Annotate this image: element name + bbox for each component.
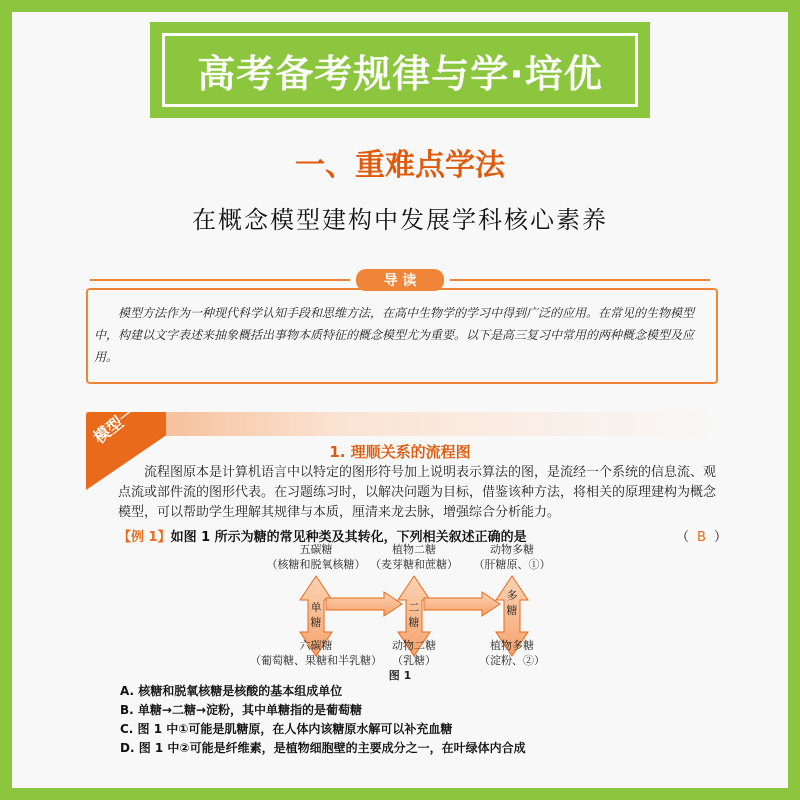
node-sub: （麦芽糖和蔗糖） — [370, 558, 458, 571]
node-title: 五碳糖 — [299, 543, 333, 556]
header-banner — [150, 22, 650, 118]
node-title: 植物二糖 — [392, 543, 436, 556]
node-bottom-animal-disaccharide — [364, 638, 464, 668]
node-sub: （葡萄糖、果糖和半乳糖） — [250, 654, 382, 667]
model-header-bar — [86, 412, 718, 436]
horizontal-arrow-1 — [326, 592, 402, 616]
node-title: 植物多糖 — [490, 639, 534, 652]
model-text: 流程图原本是计算机语言中以特定的图形符号加上说明表示算法的图，是流经一个系统的信息流、观点流或部件流的图形代表。在习题练习时，以解决问题为目标，借鉴该种方法，将相关的原理建构为概念模型，可以帮助学生理解其规律与本质，厘清来龙去脉，增强综合分析能力。 — [118, 465, 717, 520]
figure-caption: 图 1 — [388, 669, 412, 682]
node-bottom-plant-polysaccharide — [462, 638, 562, 668]
model-tag-label: 模型一 — [89, 402, 140, 448]
guide-tab-line-left — [90, 279, 350, 281]
node-top-animal-polysaccharide — [452, 542, 572, 572]
section-title: 一、重难点学法 — [295, 148, 505, 183]
answer-options — [120, 682, 720, 758]
guide-tab-line-right — [450, 279, 710, 281]
example-label: 【例 1】 — [118, 530, 171, 545]
node-sub: （核糖和脱氧核糖） — [266, 558, 366, 571]
node-title: 动物多糖 — [490, 543, 534, 556]
node-mid-polysaccharide: 多 糖 — [506, 589, 518, 617]
node-title: 动物二糖 — [392, 639, 436, 652]
node-sub: （乳糖） — [392, 654, 436, 667]
sugar-diagram — [0, 540, 800, 680]
option-a: A. 核糖和脱氧核糖是核酸的基本组成单位 — [120, 684, 343, 698]
model-title: 1. 理顺关系的流程图 — [329, 443, 471, 461]
node-sub: （淀粉、②） — [479, 654, 545, 667]
guide-tab — [90, 270, 710, 290]
guide-tab-label: 导 读 — [356, 269, 445, 291]
node-mid-disaccharide: 二 糖 — [408, 601, 420, 629]
answer-value: B — [697, 530, 706, 545]
page-subtitle: 在概念模型建构中发展学科核心素养 — [192, 206, 608, 234]
option-d: D. 图 1 中②可能是纤维素，是植物细胞壁的主要成分之一，在叶绿体内合成 — [120, 741, 526, 755]
banner-title: 高考备考规律与学·培优 — [162, 33, 638, 107]
answer-open: （ — [676, 530, 690, 545]
node-mid-monosaccharide: 单 糖 — [310, 601, 322, 629]
answer-close: ） — [713, 530, 727, 545]
horizontal-arrow-2 — [424, 592, 500, 616]
example-question-text: 如图 1 所示为糖的常见种类及其转化，下列相关叙述正确的是 — [170, 530, 527, 545]
guide-text: 模型方法作为一种现代科学认知手段和思维方法，在高中生物学的学习中得到广泛的应用。在常见的生物模型中，构建以文字表述来抽象概括出事物本质特征的概念模型尤为重要。以下是高三复习中常用的两种概念模型及应用。 — [94, 306, 695, 364]
node-sub: （肝糖原、①） — [473, 558, 551, 571]
option-b: B. 单糖→二糖→淀粉，其中单糖指的是葡萄糖 — [120, 703, 362, 717]
node-title: 六碳糖 — [299, 639, 333, 652]
option-c: C. 图 1 中①可能是肌糖原，在人体内该糖原水解可以补充血糖 — [120, 722, 453, 736]
